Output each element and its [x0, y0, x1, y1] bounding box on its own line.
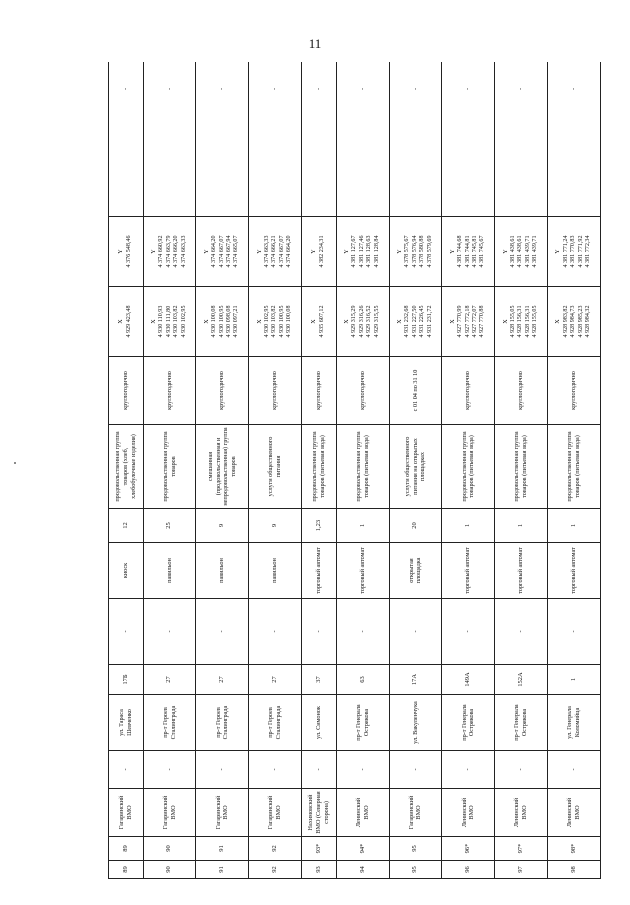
- cell-street: пр-т Героев Сталинграда: [196, 695, 249, 751]
- cell-specialization: услуги общественного питания на открытых площадках: [389, 425, 442, 509]
- cell-object-type: открытая площадка: [389, 543, 442, 599]
- cell-area: 1: [495, 509, 548, 543]
- cell-street: ул. Симонок: [302, 695, 337, 751]
- cell-col4: -: [143, 751, 196, 789]
- cell-period: круглогодично: [302, 357, 337, 425]
- cell-row-number: 96: [442, 861, 495, 879]
- cell-x-coords: X 4 928 155,05 4 928 156,31 4 928 156,31 4 928 155,05: [495, 287, 548, 357]
- cell-col7: -: [442, 599, 495, 665]
- cell-row-number: 97: [495, 861, 548, 879]
- cell-col7: -: [302, 599, 337, 665]
- cell-house: 37: [302, 665, 337, 695]
- table-row: [442, 62, 495, 879]
- cell-house: 152А: [495, 665, 548, 695]
- table-row: [143, 62, 196, 879]
- cell-district: Гагаринский ВМО: [196, 789, 249, 837]
- cell-house: 17А: [389, 665, 442, 695]
- cell-object-type: торговый автомат: [336, 543, 389, 599]
- cell-y-coords: Y 4 374 664,20 4 374 667,07 4 374 667,94 4 374 665,07: [196, 217, 249, 287]
- cell-col14: -: [336, 62, 389, 217]
- cell-object-type: киоск: [109, 543, 144, 599]
- cell-y-coords: Y 4 378 575,67 4 378 576,94 4 378 580,88 4 378 579,69: [389, 217, 442, 287]
- cell-row-ref: 90: [143, 837, 196, 861]
- cell-specialization: продовольственная группа товаров (питьевая вода): [548, 425, 601, 509]
- cell-specialization: услуги общественного питания: [249, 425, 302, 509]
- table-row: [495, 62, 548, 879]
- cell-row-number: 94: [336, 861, 389, 879]
- cell-street: пр-т Генерала Острякова: [442, 695, 495, 751]
- cell-street: пр-т Генерала Острякова: [495, 695, 548, 751]
- rotated-table-region: [108, 62, 601, 879]
- cell-district: Гагаринский ВМО: [143, 789, 196, 837]
- cell-row-number: 91: [196, 861, 249, 879]
- table-row: [109, 62, 144, 879]
- cell-col14: -: [249, 62, 302, 217]
- cell-specialization: смешанная (продовольственная и непродовольственная) группа товаров: [196, 425, 249, 509]
- cell-col14: -: [389, 62, 442, 217]
- cell-col14: -: [302, 62, 337, 217]
- cell-col4: -: [495, 751, 548, 789]
- cell-row-number: 98: [548, 861, 601, 879]
- cell-period: круглогодично: [196, 357, 249, 425]
- cell-y-coords: Y 4 381 438,61 4 381 438,61 4 381 439,71 4 381 439,71: [495, 217, 548, 287]
- cell-period: круглогодично: [109, 357, 144, 425]
- table-row: [249, 62, 302, 879]
- cell-y-coords: Y 4 381 744,68 4 381 744,81 4 381 745,81 4 381 745,67: [442, 217, 495, 287]
- cell-x-coords: X 4 931 232,68 4 931 227,50 4 931 226,45 4 931 231,72: [389, 287, 442, 357]
- cell-period: круглогодично: [548, 357, 601, 425]
- cell-y-coords: Y 4 376 548,46: [109, 217, 144, 287]
- cell-specialization: продовольственная группа товаров (питьевая вода): [495, 425, 548, 509]
- cell-y-coords: Y 4 381 771,24 4 381 770,83 4 381 771,92 4 381 772,34: [548, 217, 601, 287]
- cell-x-coords: X 4 929 423,48: [109, 287, 144, 357]
- cell-col7: -: [389, 599, 442, 665]
- table-rotator: [108, 62, 601, 879]
- cell-house: 27: [249, 665, 302, 695]
- table-row: [336, 62, 389, 879]
- cell-col14: -: [442, 62, 495, 217]
- cell-district: Гагаринский ВМО: [109, 789, 144, 837]
- cell-district: Нахимовский ВМО (Северная сторона): [302, 789, 337, 837]
- cell-col14: -: [548, 62, 601, 217]
- cell-street: ул. Тараса Шевченко: [109, 695, 144, 751]
- cell-specialization: продовольственная группа товаров (питьевая вода): [442, 425, 495, 509]
- cell-period: круглогодично: [143, 357, 196, 425]
- cell-house: 149А: [442, 665, 495, 695]
- cell-period: круглогодично: [442, 357, 495, 425]
- table-body: [109, 62, 601, 879]
- placement-table: [108, 62, 601, 879]
- cell-row-number: 89: [109, 861, 144, 879]
- cell-col14: -: [143, 62, 196, 217]
- cell-house: 27: [196, 665, 249, 695]
- cell-y-coords: Y 4 381 127,67 4 381 127,46 4 381 128,63 4 381 128,84: [336, 217, 389, 287]
- cell-period: с 01 04 по 31 10: [389, 357, 442, 425]
- cell-col4: -: [548, 751, 601, 789]
- cell-col4: -: [249, 751, 302, 789]
- cell-row-number: 95: [389, 861, 442, 879]
- cell-district: Гагаринский ВМО: [249, 789, 302, 837]
- cell-x-coords: X 4 935 607,12: [302, 287, 337, 357]
- cell-area: 1: [336, 509, 389, 543]
- cell-col14: -: [196, 62, 249, 217]
- cell-district: Ленинский ВМО: [548, 789, 601, 837]
- cell-col7: -: [548, 599, 601, 665]
- cell-col7: -: [495, 599, 548, 665]
- cell-y-coords: Y 4 382 234,31: [302, 217, 337, 287]
- cell-col14: -: [109, 62, 144, 217]
- cell-house: 1: [548, 665, 601, 695]
- cell-period: круглогодично: [249, 357, 302, 425]
- table-row: [389, 62, 442, 879]
- cell-area: 1: [548, 509, 601, 543]
- cell-row-ref: 93*: [302, 837, 337, 861]
- cell-district: Ленинский ВМО: [442, 789, 495, 837]
- cell-area: 25: [143, 509, 196, 543]
- cell-house: 17Б: [109, 665, 144, 695]
- cell-row-ref: 94*: [336, 837, 389, 861]
- cell-col4: -: [336, 751, 389, 789]
- cell-area: 12: [109, 509, 144, 543]
- cell-object-type: торговый автомат: [442, 543, 495, 599]
- cell-house: 27: [143, 665, 196, 695]
- cell-specialization: продовольственная группа товаров (питьевая вода): [336, 425, 389, 509]
- cell-x-coords: X 4 930 110,93 4 930 111,80 4 930 103,82 4 930 102,95: [143, 287, 196, 357]
- cell-col7: -: [109, 599, 144, 665]
- cell-area: 20: [389, 509, 442, 543]
- cell-street: пр-т Генерала Острякова: [336, 695, 389, 751]
- cell-row-ref: 95: [389, 837, 442, 861]
- cell-row-number: 90: [143, 861, 196, 879]
- scan-speck: [14, 462, 16, 464]
- cell-period: круглогодично: [336, 357, 389, 425]
- cell-area: 1,23: [302, 509, 337, 543]
- cell-y-coords: Y 4 374 660,92 4 374 663,79 4 374 666,20 4 374 663,33: [143, 217, 196, 287]
- cell-col4: -: [442, 751, 495, 789]
- cell-y-coords: Y 4 374 663,33 4 374 666,21 4 374 667,07 4 374 664,20: [249, 217, 302, 287]
- cell-object-type: павильон: [249, 543, 302, 599]
- cell-district: Гагаринский ВМО: [389, 789, 442, 837]
- cell-street: ул. Вакуленчука: [389, 695, 442, 751]
- cell-col4: -: [196, 751, 249, 789]
- cell-specialization: продовольственная группа товаров (хлеб, хлебобулочные изделия): [109, 425, 144, 509]
- cell-object-type: торговый автомат: [495, 543, 548, 599]
- cell-area: 1: [442, 509, 495, 543]
- cell-street: пр-т Героев Сталинграда: [143, 695, 196, 751]
- cell-x-coords: X 4 929 315,29 4 929 316,26 4 929 316,52 4 929 315,55: [336, 287, 389, 357]
- cell-col4: -: [109, 751, 144, 789]
- cell-object-type: павильон: [196, 543, 249, 599]
- cell-col4: -: [302, 751, 337, 789]
- cell-district: Ленинский ВМО: [336, 789, 389, 837]
- cell-row-ref: 98*: [548, 837, 601, 861]
- cell-x-coords: X 4 930 100,08 4 930 100,95 4 930 098,08 4 930 097,21: [196, 287, 249, 357]
- cell-col7: -: [196, 599, 249, 665]
- table-row: [302, 62, 337, 879]
- cell-x-coords: X 4 930 102,95 4 930 103,82 4 930 100,95 4 930 100,08: [249, 287, 302, 357]
- cell-col7: -: [143, 599, 196, 665]
- cell-period: круглогодично: [495, 357, 548, 425]
- cell-row-number: 92: [249, 861, 302, 879]
- cell-row-ref: 92: [249, 837, 302, 861]
- cell-street: ул. Генерала Коломийца: [548, 695, 601, 751]
- cell-area: 9: [196, 509, 249, 543]
- cell-x-coords: X 4 928 983,82 4 928 984,73 4 928 985,23 4 928 984,32: [548, 287, 601, 357]
- cell-col14: -: [495, 62, 548, 217]
- table-row: [548, 62, 601, 879]
- cell-x-coords: X 4 927 770,99 4 927 772,18 4 927 772,07 4 927 770,88: [442, 287, 495, 357]
- cell-row-number: 93: [302, 861, 337, 879]
- cell-object-type: торговый автомат: [548, 543, 601, 599]
- cell-row-ref: 91: [196, 837, 249, 861]
- cell-row-ref: 89: [109, 837, 144, 861]
- cell-object-type: торговый автомат: [302, 543, 337, 599]
- cell-row-ref: 97*: [495, 837, 548, 861]
- cell-specialization: продовольственная группа товаров (питьевая вода): [302, 425, 337, 509]
- cell-area: 9: [249, 509, 302, 543]
- cell-col4: -: [389, 751, 442, 789]
- cell-specialization: продовольственная группа товаров: [143, 425, 196, 509]
- cell-col7: -: [336, 599, 389, 665]
- cell-col7: -: [249, 599, 302, 665]
- cell-street: пр-т Героев Сталинграда: [249, 695, 302, 751]
- cell-row-ref: 96*: [442, 837, 495, 861]
- page-number: 11: [308, 36, 322, 51]
- table-row: [196, 62, 249, 879]
- cell-house: 63: [336, 665, 389, 695]
- cell-object-type: павильон: [143, 543, 196, 599]
- cell-district: Ленинский ВМО: [495, 789, 548, 837]
